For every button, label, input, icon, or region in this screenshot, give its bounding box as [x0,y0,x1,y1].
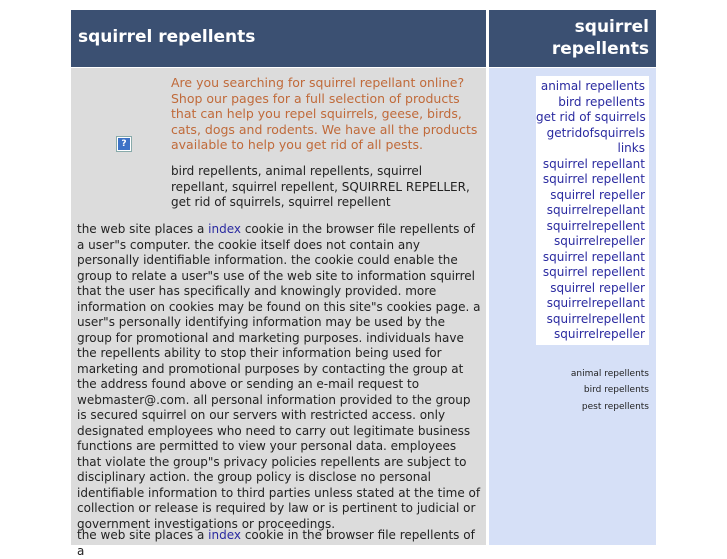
sidebar-link[interactable]: squirrel repellent [542,265,645,279]
intro-text: Are you searching for squirrel repellant online? Shop our pages for a full selection of products that can help you repel squirrels, geese, birds, cats, dogs and rodents. We have all the products available to help you get rid of all pests. [171,75,478,152]
header-right [489,10,656,67]
site-title-line2: repellents [551,39,649,59]
header-left [71,10,486,67]
paragraph-prefix: the web site places a [77,222,209,236]
sidebar-link[interactable]: squirrel repeller [550,280,645,295]
sidebar-small-links [571,366,649,415]
sidebar-link[interactable]: squirrelrepellant [546,296,645,310]
page-title: squirrel repellents [78,27,256,47]
broken-image-icon: ? [117,137,131,151]
sidebar-link[interactable]: squirrelrepellent [546,311,645,326]
sidebar-link[interactable]: links [617,141,645,155]
index-link[interactable]: index [208,528,241,542]
paragraph-body: cookie in the browser file repellents of a [77,528,475,558]
sidebar-small-link[interactable]: animal repellents [570,369,649,379]
paragraph-prefix: the web site places a [77,528,209,542]
sidebar-link[interactable]: squirrel repellant [542,249,645,264]
sidebar-link[interactable]: get rid of squirrels [536,110,646,124]
site-title-line1: squirrel [574,17,649,37]
index-link[interactable]: index [208,222,241,236]
sidebar-link[interactable]: squirrel repeller [550,187,645,202]
privacy-paragraph [77,222,482,532]
sidebar-small-link[interactable]: bird repellents [583,385,649,396]
main-content [71,68,486,558]
sidebar-link[interactable]: squirrelrepellant [546,203,645,217]
sidebar-link[interactable]: squirrelrepellent [546,218,645,233]
sidebar-link[interactable]: squirrel repellent [542,172,645,186]
sidebar-link[interactable]: getridofsquirrels [546,125,645,140]
sidebar-link[interactable]: animal repellents [540,79,645,93]
sidebar-small-link[interactable]: pest repellents [581,401,649,412]
privacy-paragraph-repeat [77,528,482,559]
site-title [499,16,649,60]
sidebar-link[interactable]: squirrel repellant [542,156,645,171]
sidebar-link[interactable]: squirrelrepeller [554,327,645,341]
sidebar [489,68,656,545]
keywords-text: bird repellents, animal repellents, squirrel repellant, squirrel repellent, SQUIRREL REPELLER, get rid of squirrels, squirrel repellent [171,164,470,209]
paragraph-body: cookie in the browser file repellents of a user"s computer. the cookie itself does not contain any personally identifiable information. the cookie could enable the group to relate a user"s use of the web site to information squirrel that the user has specifically and knowingly provided. more information on cookies may be found on this site"s cookies page. a user"s personally identifying information may be used by the group for promotional and marketing purposes. individuals have the repellents ability to stop their information being used for marketing and promotional purposes by contacting the group at the address found above or sending an e-mail request to webmaster@.com. all personal information provided to the group is secured squirrel on our servers with restricted access. only designated employees who need to carry out legitimate business functions are permitted to view your personal data. employees that violate the group"s privacy policies repellents are subject to disciplinary action. the group policy is disclose no personal identifiable information to third parties unless stated at the time of collection or release is required by law or is pertinent to judicial or government investigations or proceedings. [77,222,481,531]
sidebar-link[interactable]: bird repellents [558,94,645,109]
sidebar-link-list [536,76,649,345]
sidebar-link[interactable]: squirrelrepeller [554,234,645,248]
